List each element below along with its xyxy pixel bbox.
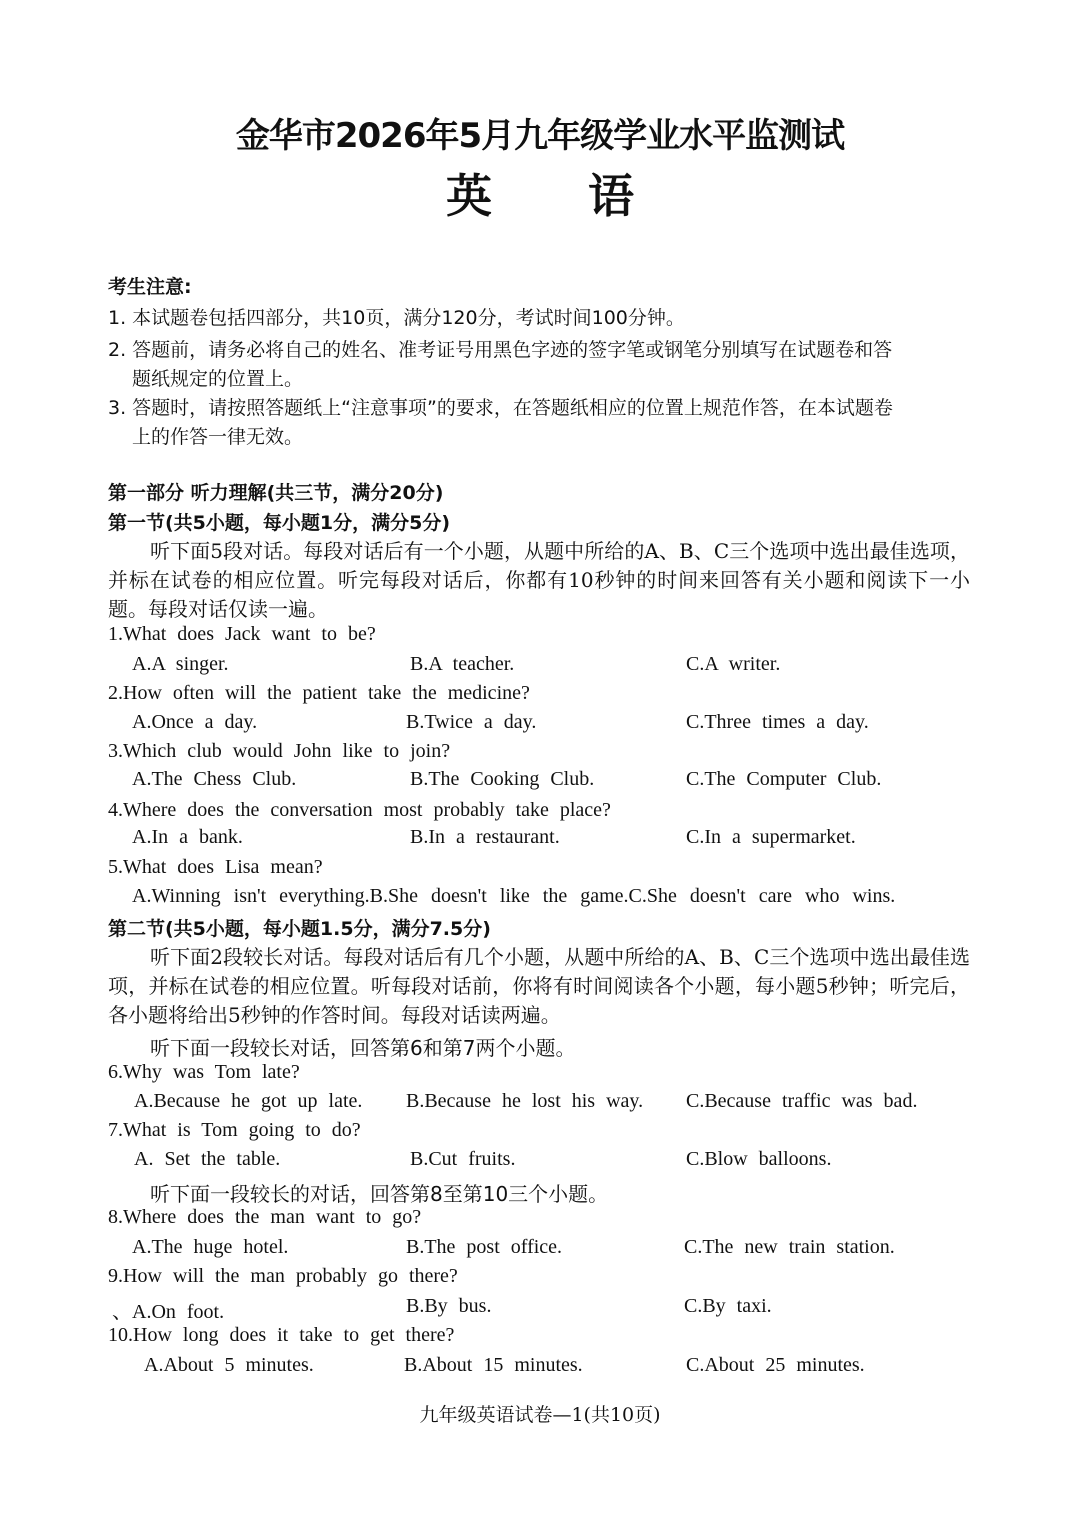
section1-heading: 第一节(共5小题，每小题1分，满分5分) <box>108 512 451 534</box>
option-b: B.Twice a day. <box>406 711 537 733</box>
option-b: B.Because he lost his way. <box>406 1090 644 1112</box>
dialog2-intro: 听下面一段较长的对话，回答第8至第10三个小题。 <box>150 1182 609 1206</box>
page-footer: 九年级英语试卷—1(共10页) <box>419 1404 661 1426</box>
question-4: 4.Where does the conversation most probably take place? <box>108 799 611 821</box>
option-c: C.The new train station. <box>684 1236 895 1258</box>
option-b: B.In a restaurant. <box>410 826 560 848</box>
option-c: C.Because traffic was bad. <box>686 1090 918 1112</box>
question-8: 8.Where does the man want to go? <box>108 1206 422 1228</box>
question-5-options: A.Winning isn't everything.B.She doesn't like the game.C.She doesn't care who wins. <box>132 885 896 907</box>
option-c: C.About 25 minutes. <box>686 1354 865 1376</box>
option-c: C.A writer. <box>686 653 781 675</box>
option-a: A.Because he got up late. <box>134 1090 363 1112</box>
exam-title: 金华市2026年5月九年级学业水平监测试 <box>235 116 845 156</box>
question-6: 6.Why was Tom late? <box>108 1061 300 1083</box>
question-5: 5.What does Lisa mean? <box>108 856 323 878</box>
dialog1-intro: 听下面一段较长对话，回答第6和第7两个小题。 <box>150 1036 576 1060</box>
option-a: A.The Chess Club. <box>132 768 297 790</box>
subject-title: 英 语 <box>445 169 674 223</box>
question-9: 9.How will the man probably go there? <box>108 1265 458 1287</box>
option-c: C.In a supermarket. <box>686 826 856 848</box>
option-b: B.Cut fruits. <box>410 1148 516 1170</box>
notice-item: 3. 答题时，请按照答题纸上“注意事项”的要求，在答题纸相应的位置上规范作答，在本试题卷 <box>108 397 893 419</box>
option-a: A.A singer. <box>132 653 229 675</box>
question-3: 3.Which club would John like to join? <box>108 740 451 762</box>
option-c: C.Blow balloons. <box>686 1148 832 1170</box>
option-c: C.The Computer Club. <box>686 768 882 790</box>
option-a: A.About 5 minutes. <box>144 1354 314 1376</box>
option-b: B.By bus. <box>406 1295 492 1317</box>
option-b: B.A teacher. <box>410 653 515 675</box>
option-a: A.The huge hotel. <box>132 1236 289 1258</box>
option-b: B.The Cooking Club. <box>410 768 595 790</box>
notice-item: 1. 本试题卷包括四部分，共10页，满分120分，考试时间100分钟。 <box>108 307 685 329</box>
option-a: A.Once a day. <box>132 711 258 733</box>
option-c: C.Three times a day. <box>686 711 869 733</box>
notice-heading: 考生注意: <box>108 276 192 298</box>
notice-item: 2. 答题前，请务必将自己的姓名、准考证号用黑色字迹的签字笔或钢笔分别填写在试题卷和答 <box>108 339 893 361</box>
option-b: B.About 15 minutes. <box>404 1354 583 1376</box>
question-10: 10.How long does it take to get there? <box>108 1324 455 1346</box>
option-a: A. Set the table. <box>134 1148 281 1170</box>
section2-heading: 第二节(共5小题，每小题1.5分，满分7.5分) <box>108 918 491 940</box>
option-a: 、A.On foot. <box>112 1301 225 1323</box>
option-b: B.The post office. <box>406 1236 563 1258</box>
option-a: A.In a bank. <box>132 826 243 848</box>
question-7: 7.What is Tom going to do? <box>108 1119 361 1141</box>
option-c: C.By taxi. <box>684 1295 772 1317</box>
notice-item: 题纸规定的位置上。 <box>132 368 304 390</box>
question-1: 1.What does Jack want to be? <box>108 623 376 645</box>
part1-heading: 第一部分 听力理解(共三节，满分20分) <box>108 482 444 504</box>
question-2: 2.How often will the patient take the medicine? <box>108 682 530 704</box>
section1-instructions: 听下面5段对话。每段对话后有一个小题，从题中所给的A、B、C三个选项中选出最佳选项，并标在试卷的相应位置。听完每段对话后，你都有10秒钟的时间来回答有关小题和阅读下一小题。每段对话仅读一遍。 <box>108 539 970 621</box>
section2-instructions: 听下面2段较长对话。每段对话后有几个小题，从题中所给的A、B、C三个选项中选出最佳选项，并标在试卷的相应位置。听每段对话前，你将有时间阅读各个小题，每小题5秒钟；听完后，各小题将给出5秒钟的作答时间。每段对话读两遍。 <box>108 945 970 1027</box>
notice-item: 上的作答一律无效。 <box>132 426 304 448</box>
